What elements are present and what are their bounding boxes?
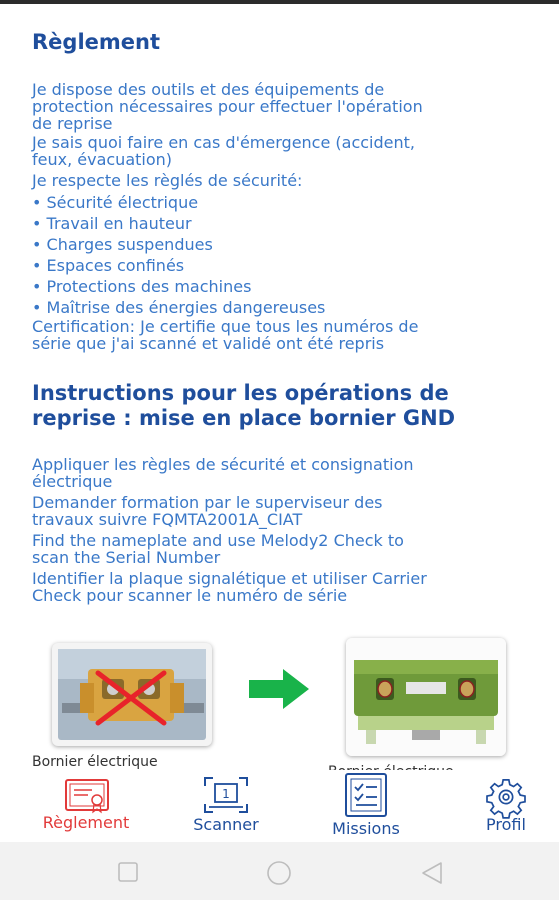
reglement-text [32,81,532,352]
old-terminal-illustration [52,643,212,746]
scan-icon [203,776,249,814]
tab-reglement-label: Règlement [42,813,130,832]
text-line: Check pour scanner le numéro de série [32,586,348,605]
system-nav-bar [0,842,559,900]
section-title-reglement: Règlement [32,30,160,54]
text-line: Certification: Je certifie que tous les numéros de [32,317,419,336]
section-title-instructions [32,381,455,431]
tab-scanner[interactable] [176,770,276,842]
new-terminal-image [346,638,506,756]
bullet-item: • Travail en hauteur [32,214,192,233]
text-line: Je dispose des outils et des équipements de [32,80,385,99]
bullet-item: • Maîtrise des énergies dangereuses [32,298,326,317]
tab-missions-label: Missions [332,819,400,838]
gear-icon [486,778,526,816]
tab-missions[interactable] [316,770,416,842]
bullet-item: • Protections des machines [32,277,252,296]
new-terminal-illustration [346,638,506,756]
svg-text:1: 1 [222,787,230,801]
text-line: feux, évacuation) [32,150,173,169]
home-icon[interactable] [265,859,293,887]
bullet-item: • Sécurité électrique [32,193,199,212]
tab-scanner-label: Scanner [193,815,259,834]
checklist-icon [344,772,388,818]
arrow-right-icon [247,667,311,711]
text-line: de reprise [32,114,113,133]
text-line: Demander formation par le superviseur des [32,493,383,512]
text-line: scan the Serial Number [32,548,221,567]
left-image-caption: Bornier électrique [32,754,158,770]
tab-reglement[interactable] [24,770,148,842]
text-line: électrique [32,472,113,491]
title-line: Instructions pour les opérations de [32,381,449,405]
text-line: protection nécessaires pour effectuer l'opération [32,97,423,116]
text-line: Appliquer les règles de sécurité et consignation [32,455,414,474]
bottom-tab-bar [0,770,559,842]
old-terminal-image [52,643,212,746]
text-line: Je sais quoi faire en cas d'émergence (accident, [32,133,415,152]
text-line: travaux suivre FQMTA2001A_CIAT [32,510,303,529]
text-line: série que j'ai scanné et validé ont été repris [32,334,385,353]
text-line: Je respecte les règlés de sécurité: [32,171,303,190]
title-line: reprise : mise en place bornier GND [32,406,456,430]
certificate-icon [64,778,110,814]
bullet-item: • Espaces confinés [32,256,185,275]
bullet-item: • Charges suspendues [32,235,213,254]
recent-apps-icon[interactable] [117,861,139,883]
back-icon[interactable] [420,860,444,886]
text-line: Identifier la plaque signalétique et utiliser Carrier [32,569,427,588]
instructions-text [32,456,532,604]
text-line: Find the nameplate and use Melody2 Check to [32,531,404,550]
tab-profil-label: Profil [486,815,526,834]
tab-profil[interactable] [466,770,546,842]
